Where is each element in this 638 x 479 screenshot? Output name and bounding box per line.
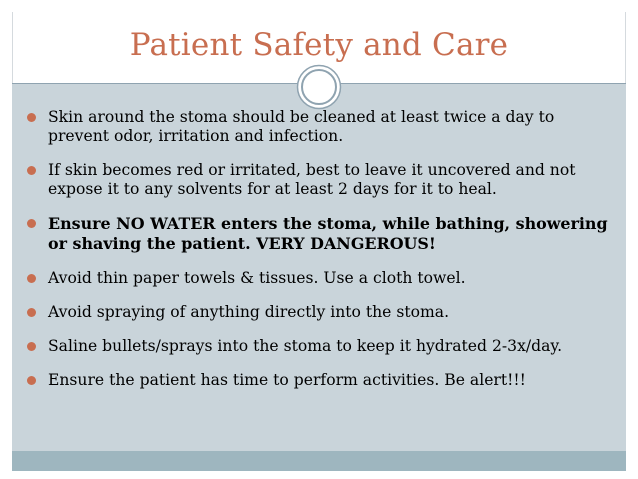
bullet-dot-icon [27,308,36,317]
bullet-text: Skin around the stoma should be cleaned at least twice a day to prevent odor, irritation and infection. [48,108,555,145]
page-title: Patient Safety and Care [129,27,509,63]
bullet-text: Ensure NO WATER enters the stoma, while bathing, showering or shaving the patient. VERY DANGEROUS! [48,214,608,253]
bullet-text: Avoid spraying of anything directly into the stoma. [48,303,450,321]
bullet-dot-icon [27,219,36,228]
bullet-text: Saline bullets/sprays into the stoma to keep it hydrated 2-3x/day. [48,337,563,355]
bullet-dot-icon [27,166,36,175]
bullet-text: Avoid thin paper towels & tissues. Use a cloth towel. [48,269,466,287]
bullet-item [24,161,614,199]
bullet-dot-icon [27,342,36,351]
bottom-band [12,451,626,471]
bullet-text: If skin becomes red or irritated, best to leave it uncovered and not expose it to any solvents for at least 2 days for it to heal. [48,161,576,198]
bullet-item [24,303,614,322]
bullet-item [24,269,614,288]
bullet-item-warning [24,214,614,254]
bullet-text: Ensure the patient has time to perform activities. Be alert!!! [48,371,526,389]
bullet-item [24,108,614,146]
bullet-dot-icon [27,113,36,122]
circle-ornament-icon [296,64,342,110]
bullet-dot-icon [27,376,36,385]
bullet-list [24,108,614,405]
bullet-item [24,337,614,356]
bullet-dot-icon [27,274,36,283]
bullet-item [24,371,614,390]
